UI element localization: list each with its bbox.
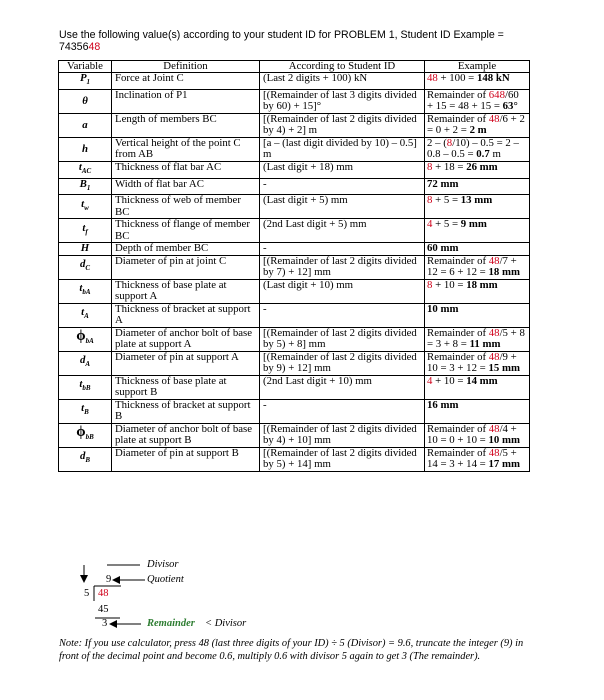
table-row [59, 399, 530, 423]
according-cell: [(Remainder of last 2 digits divided by 4) + 10] mm [260, 423, 425, 447]
variable-symbol: t [79, 282, 83, 295]
definition-cell: Vertical height of the point C from AB [112, 137, 260, 161]
variable-symbol: t [81, 306, 85, 319]
variable-symbol: t [78, 160, 82, 173]
table-row [59, 89, 530, 113]
variable-cell [59, 423, 112, 447]
example-cell [425, 351, 530, 375]
table-row [59, 137, 530, 161]
definition-cell: Thickness of bracket at support A [112, 303, 260, 327]
according-cell: [(Remainder of last 2 digits divided by 5) + 14] mm [260, 447, 425, 471]
variables-table [58, 60, 530, 472]
variable-cell [59, 89, 112, 113]
according-cell: (2nd Last digit + 10) mm [260, 375, 425, 399]
example-cell [425, 423, 530, 447]
id-digit: 648 [488, 88, 505, 101]
according-cell: - [260, 303, 425, 327]
division-diagram [75, 558, 375, 638]
variable-subscript: C [85, 264, 91, 273]
table-row [59, 113, 530, 137]
example-text: /10) – 0.5 = 2 – 0.8 – 0.5 = [427, 136, 519, 161]
student-id-prefix: 74356 [59, 41, 89, 53]
example-cell [425, 303, 530, 327]
variable-symbol: t [81, 402, 85, 415]
product-value: 45 [98, 604, 109, 615]
variable-cell [59, 447, 112, 471]
according-cell: [a – (last digit divided by 10) – 0.5] m [260, 137, 425, 161]
definition-cell: Thickness of bracket at support B [112, 399, 260, 423]
definition-cell: Thickness of web of member BC [112, 195, 260, 219]
variable-cell [59, 399, 112, 423]
variable-subscript: B [85, 456, 91, 465]
example-text: + 10 = [432, 374, 467, 387]
example-text: + 100 = [437, 72, 477, 85]
example-cell [425, 161, 530, 178]
remainder-value: 3 [102, 618, 108, 629]
variable-cell [59, 375, 112, 399]
example-cell [425, 279, 530, 303]
quotient-value: 9 [106, 574, 112, 585]
definition-cell: Depth of member BC [112, 243, 260, 255]
according-cell: [(Remainder of last 2 digits divided by 7) + 12] mm [260, 255, 425, 279]
variable-cell [59, 113, 112, 137]
quotient-label: Quotient [147, 574, 184, 585]
example-text: + 5 = [432, 194, 461, 207]
according-cell: [(Remainder of last 2 digits divided by 9) + 12] mm [260, 351, 425, 375]
example-text: /7 + 12 = 6 + 12 = [427, 254, 517, 278]
variable-subscript: bA [85, 336, 94, 345]
variable-cell [59, 303, 112, 327]
example-text: Remainder of [427, 422, 489, 435]
variable-symbol: t [81, 197, 85, 210]
variable-subscript: w [84, 203, 89, 212]
variable-symbol: ϕ [76, 423, 86, 440]
id-digit: 48 [488, 422, 500, 435]
example-result: 10 mm [427, 302, 459, 315]
table-row [59, 255, 530, 279]
definition-cell: Thickness of flat bar AC [112, 161, 260, 178]
according-cell: - [260, 243, 425, 255]
definition-cell: Force at Joint C [112, 73, 260, 90]
intro-sentence: Use the following value(s) according to your student ID for PROBLEM 1, Student ID Example = [59, 29, 504, 41]
example-cell [425, 89, 530, 113]
variable-symbol: t [82, 221, 86, 234]
remainder-suffix: < Divisor [205, 618, 247, 629]
id-digit: 48 [488, 350, 500, 363]
example-result: 11 mm [469, 337, 501, 350]
definition-cell: Thickness of base plate at support A [112, 279, 260, 303]
example-text: Remainder of [427, 88, 489, 101]
example-result: 2 m [469, 124, 487, 137]
remainder-label: Remainder [147, 618, 195, 629]
definition-cell: Length of members BC [112, 113, 260, 137]
variable-subscript: AC [81, 167, 92, 176]
id-digit: 8 [427, 194, 433, 207]
example-text: Remainder of [427, 112, 489, 125]
table-row [59, 351, 530, 375]
example-text: Remainder of [427, 326, 489, 339]
variable-subscript: bB [85, 432, 94, 441]
header-variable: Variable [59, 61, 112, 73]
example-text: + 5 = [432, 218, 461, 231]
example-result: 18 mm [488, 265, 520, 278]
variable-subscript: A [84, 312, 89, 321]
remainder-arrowhead [109, 620, 117, 628]
divisor-label: Divisor [147, 559, 179, 570]
variable-subscript: B [84, 408, 89, 417]
variable-subscript: bA [82, 288, 91, 297]
intro-text [59, 29, 559, 53]
definition-cell: Inclination of P1 [112, 89, 260, 113]
id-digit: 48 [427, 72, 438, 85]
id-digit: 8 [446, 136, 453, 149]
definition-cell: Width of flat bar AC [112, 178, 260, 195]
header-example: Example [425, 61, 530, 73]
example-cell [425, 73, 530, 90]
table-row [59, 327, 530, 351]
definition-cell: Diameter of anchor bolt of base plate at support A [112, 327, 260, 351]
header-definition: Definition [112, 61, 260, 73]
example-cell [425, 195, 530, 219]
according-cell: [(Remainder of last 2 digits divided by 4) + 2] m [260, 113, 425, 137]
variable-cell [59, 195, 112, 219]
table-row [59, 375, 530, 399]
example-result: 10 mm [488, 433, 520, 446]
variable-cell [59, 161, 112, 178]
id-digit: 4 [427, 374, 433, 387]
table-row [59, 161, 530, 178]
example-cell [425, 113, 530, 137]
according-cell: [(Remainder of last 3 digits divided by 60) + 15]° [260, 89, 425, 113]
example-text: Remainder of [427, 254, 489, 267]
variable-subscript: bB [82, 384, 91, 393]
example-result: 13 mm [460, 194, 493, 207]
variable-cell [59, 279, 112, 303]
table-row [59, 423, 530, 447]
header-according: According to Student ID [260, 61, 425, 73]
example-cell [425, 399, 530, 423]
definition-cell: Thickness of flange of member BC [112, 219, 260, 243]
variable-symbol: h [81, 142, 88, 155]
according-cell: (Last digit + 10) mm [260, 279, 425, 303]
according-cell: (Last digit + 18) mm [260, 161, 425, 178]
variable-subscript: 1 [86, 183, 91, 192]
calculator-note: Note: If you use calculator, press 48 (last three digits of your ID) ÷ 5 (Divisor) = 9.6, truncate the integer (9) in front of the decimal point and become 0.6, multiply 0.6 with divisor 5 again to get 3 (The remainder). [59, 638, 524, 662]
variable-cell [59, 351, 112, 375]
student-id-suffix: 48 [88, 41, 101, 53]
id-digit: 4 [427, 218, 433, 231]
table-row [59, 178, 530, 195]
example-text: /5 + 14 = 3 + 14 = [427, 446, 517, 470]
example-cell [425, 447, 530, 471]
example-result: 15 mm [488, 361, 520, 374]
example-text: Remainder of [427, 350, 489, 363]
example-result: 26 mm [466, 160, 498, 173]
table-row [59, 303, 530, 327]
according-cell: - [260, 178, 425, 195]
according-cell: (Last digit + 5) mm [260, 195, 425, 219]
id-digit: 48 [488, 446, 500, 459]
definition-cell: Diameter of pin at joint C [112, 255, 260, 279]
according-cell: (Last 2 digits + 100) kN [260, 73, 425, 90]
variable-cell [59, 137, 112, 161]
variable-cell [59, 178, 112, 195]
id-digit: 48 [488, 326, 500, 339]
example-result: 17 mm [488, 457, 520, 470]
variable-symbol: θ [82, 94, 88, 107]
variable-cell [59, 243, 112, 255]
example-text: /4 + 10 = 0 + 10 = [427, 422, 517, 446]
according-cell: - [260, 399, 425, 423]
variable-symbol: P [79, 72, 87, 85]
example-result: 9 mm [460, 218, 487, 231]
example-cell [425, 137, 530, 161]
variable-symbol: d [79, 258, 86, 271]
example-cell [425, 375, 530, 399]
definition-cell: Thickness of base plate at support B [112, 375, 260, 399]
example-result: 14 mm [466, 374, 498, 387]
variable-subscript: A [85, 360, 91, 369]
variable-symbol: B [79, 177, 87, 190]
table-row [59, 219, 530, 243]
example-cell [425, 255, 530, 279]
definition-cell: Diameter of anchor bolt of base plate at support B [112, 423, 260, 447]
divisor-value: 5 [84, 588, 90, 599]
example-result: 16 mm [427, 398, 459, 411]
example-text: /6 + 2 = 0 + 2 = [427, 112, 525, 137]
variable-cell [59, 219, 112, 243]
table-body [59, 73, 530, 471]
definition-cell: Diameter of pin at support B [112, 447, 260, 471]
table-row [59, 279, 530, 303]
id-digit: 8 [427, 160, 433, 173]
example-text: + 10 = [432, 278, 467, 291]
example-text: 2 – ( [427, 136, 447, 149]
quotient-arrowhead [112, 576, 120, 584]
example-text: + 18 = [432, 160, 467, 173]
table-row [59, 73, 530, 90]
variable-cell [59, 255, 112, 279]
table-row [59, 195, 530, 219]
dividend-value: 48 [98, 588, 109, 599]
id-digit: 8 [427, 278, 433, 291]
table-row [59, 243, 530, 255]
variable-symbol: d [79, 450, 86, 463]
according-cell: [(Remainder of last 2 digits divided by 5) + 8] mm [260, 327, 425, 351]
example-text: /60 + 15 = 48 + 15 = [427, 88, 519, 113]
example-cell [425, 327, 530, 351]
divisor-arrowhead [80, 575, 88, 583]
example-cell [425, 178, 530, 195]
table-header-row [59, 61, 530, 73]
example-result: 0.7 [476, 148, 490, 161]
id-digit: 48 [488, 112, 500, 125]
table-row [59, 447, 530, 471]
example-cell [425, 219, 530, 243]
example-result: 18 mm [466, 278, 498, 291]
example-result: 72 mm [427, 177, 459, 190]
example-cell [425, 243, 530, 255]
variable-symbol: H [80, 242, 90, 255]
example-result: 148 kN [476, 72, 510, 85]
variable-symbol: ϕ [76, 327, 86, 344]
example-result: 60 mm [427, 242, 459, 255]
example-result: 63° [502, 100, 518, 113]
id-digit: 48 [488, 254, 500, 267]
variable-symbol: t [79, 378, 83, 391]
example-text: m [489, 148, 501, 161]
variable-symbol: d [79, 354, 86, 367]
example-text: /5 + 8 = 3 + 8 = [427, 326, 525, 350]
example-text: Remainder of [427, 446, 489, 459]
according-cell: (2nd Last digit + 5) mm [260, 219, 425, 243]
variable-symbol: a [82, 118, 88, 131]
variable-subscript: f [85, 227, 88, 236]
variable-cell [59, 73, 112, 90]
example-text: /9 + 10 = 3 + 12 = [427, 350, 517, 374]
variable-subscript: 1 [86, 78, 91, 87]
definition-cell: Diameter of pin at support A [112, 351, 260, 375]
variable-cell [59, 327, 112, 351]
